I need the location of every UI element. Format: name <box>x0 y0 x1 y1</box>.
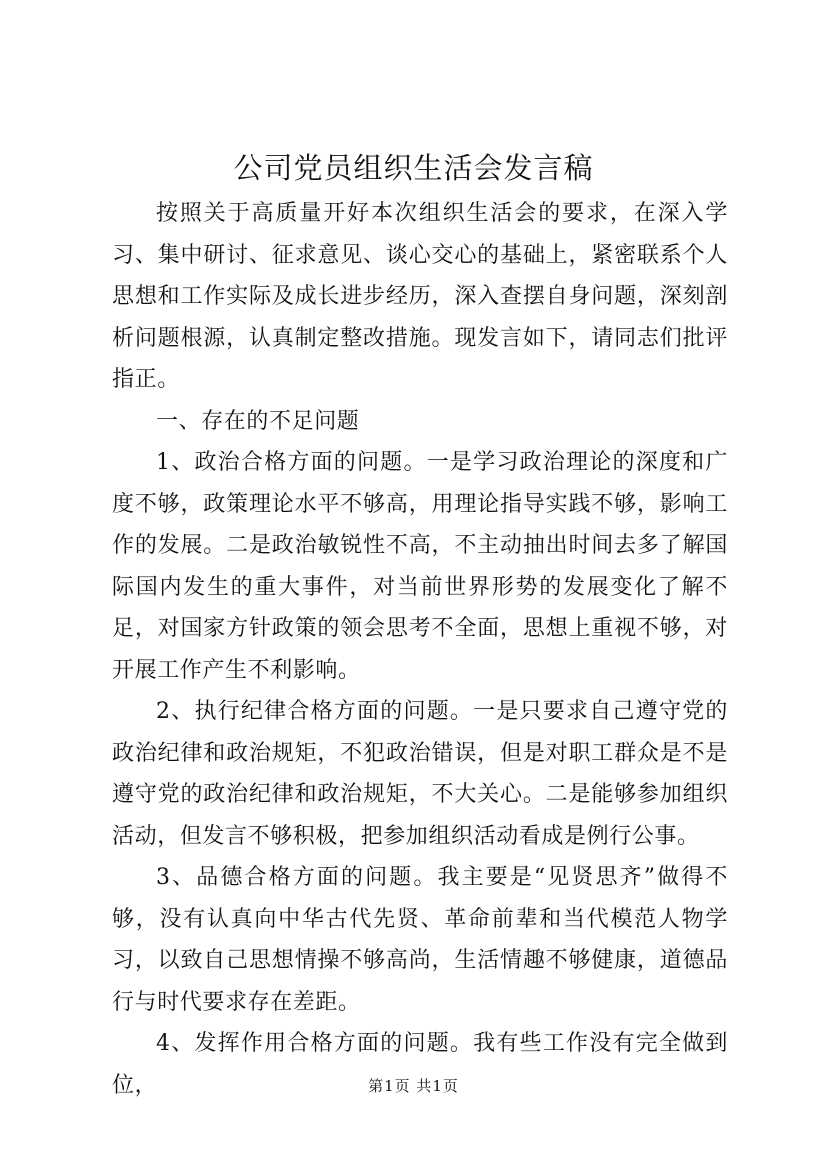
paragraph-intro: 按照关于高质量开好本次组织生活会的要求，在深入学习、集中研讨、征求意见、谈心交心的基础上，紧密联系个人思想和工作实际及成长进步经历，深入查摆自身问题，深刻剖析问题根源，认真制定整改措施。现发言如下，请同志们批评指正。 <box>112 201 728 392</box>
document-body <box>112 193 728 1106</box>
section-heading: 一、存在的不足问题 <box>156 408 360 434</box>
paragraph-role: 4、发挥作用合格方面的问题。我有些工作没有完全做到位， <box>112 1031 728 1098</box>
page-footer: 第1页 共1页 <box>368 1077 459 1095</box>
paragraph-discipline: 2、执行纪律合格方面的问题。一是只要求自己遵守党的政治纪律和政治规矩，不犯政治错误，但是对职工群众是不是遵守党的政治纪律和政治规矩，不大关心。二是能够参加组织活动，但发言不够积极，把参加组织活动看成是例行公事。 <box>112 699 728 849</box>
paragraph-morality: 3、品德合格方面的问题。我主要是“见贤思齐”做得不够，没有认真向中华古代先贤、革命前辈和当代模范人物学习，以致自己思想情操不够高尚，生活情趣不够健康，道德品行与时代要求存在差距。 <box>112 865 728 1015</box>
document-title: 公司党员组织生活会发言稿 <box>233 151 594 185</box>
paragraph-political: 1、政治合格方面的问题。一是学习政治理论的深度和广度不够，政策理论水平不够高，用理论指导实践不够，影响工作的发展。二是政治敏锐性不高，不主动抽出时间去多了解国际国内发生的重大事件，对当前世界形势的发展变化了解不足，对国家方针政策的领会思考不全面，思想上重视不够，对开展工作产生不利影响。 <box>112 450 728 683</box>
